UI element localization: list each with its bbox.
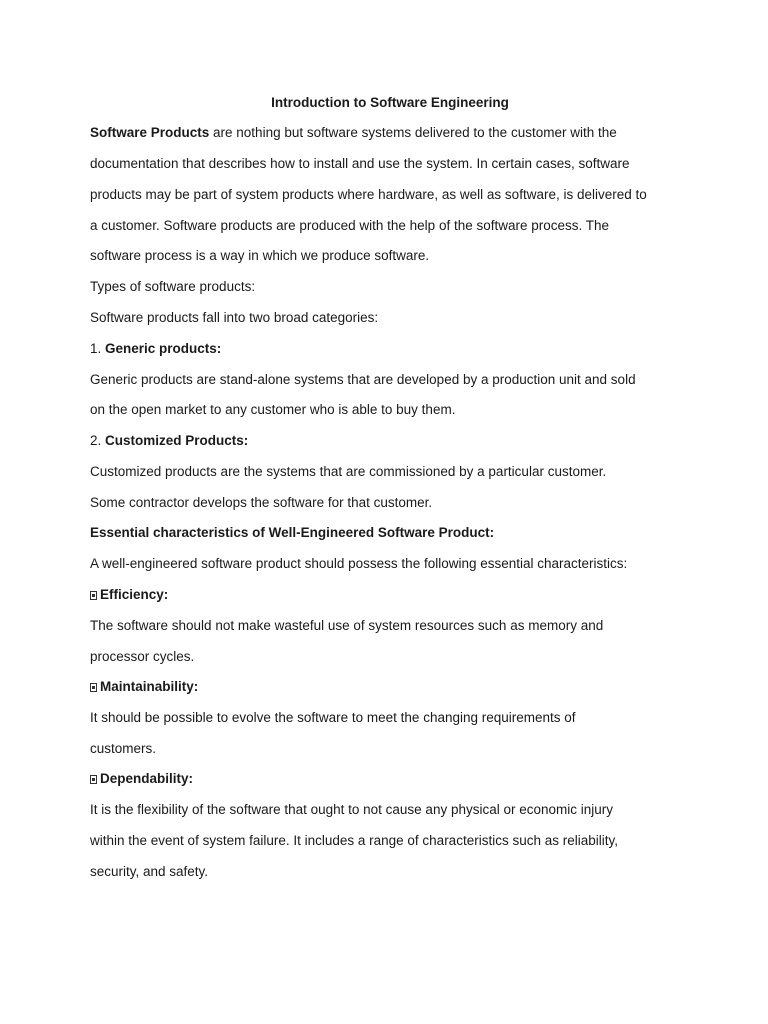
customized-heading (90, 431, 690, 451)
bullet-icon (90, 775, 97, 784)
intro-line-1 (90, 123, 690, 143)
bullet-icon (90, 683, 97, 692)
maintainability-line-2: customers. (90, 741, 157, 756)
dependability-heading (90, 769, 690, 789)
generic-line-2: on the open market to any customer who is able to buy them. (90, 402, 456, 417)
maintainability-label: Maintainability: (100, 679, 199, 694)
generic-heading (90, 339, 690, 359)
customized-line-1: Customized products are the systems that are commissioned by a particular customer. (90, 464, 607, 479)
intro-line-1-text: are nothing but software systems delivered to the customer with the (209, 125, 617, 140)
efficiency-line-2: processor cycles. (90, 649, 195, 664)
efficiency-line-1: The software should not make wasteful use of system resources such as memory and (90, 618, 604, 633)
generic-label: Generic products: (105, 341, 222, 356)
efficiency-heading (90, 585, 690, 605)
intro-line-3: products may be part of system products where hardware, as well as software, is delivered to (90, 187, 647, 202)
generic-number: 1. (90, 341, 106, 356)
dependability-line-1: It is the flexibility of the software that ought to not cause any physical or economic injury (90, 802, 614, 817)
efficiency-label: Efficiency: (100, 587, 169, 602)
types-heading: Types of software products: (90, 279, 256, 294)
dependability-label: Dependability: (100, 771, 194, 786)
customized-line-2: Some contractor develops the software for that customer. (90, 495, 433, 510)
software-products-term: Software Products (90, 125, 210, 140)
characteristics-intro: A well-engineered software product should possess the following essential characteristics: (90, 556, 628, 571)
intro-line-2: documentation that describes how to install and use the system. In certain cases, software (90, 156, 630, 171)
dependability-line-2: within the event of system failure. It includes a range of characteristics such as reliability, (90, 833, 618, 848)
intro-line-4: a customer. Software products are produced with the help of the software process. The (90, 218, 610, 233)
generic-line-1: Generic products are stand-alone systems that are developed by a production unit and sold (90, 372, 636, 387)
bullet-icon (90, 591, 97, 600)
maintainability-heading (90, 677, 690, 697)
customized-number: 2. (90, 433, 106, 448)
document-title: Introduction to Software Engineering (271, 95, 509, 110)
dependability-line-3: security, and safety. (90, 864, 209, 879)
intro-line-5: software process is a way in which we produce software. (90, 248, 430, 263)
customized-label: Customized Products: (105, 433, 249, 448)
types-intro: Software products fall into two broad categories: (90, 310, 379, 325)
maintainability-line-1: It should be possible to evolve the software to meet the changing requirements of (90, 710, 576, 725)
characteristics-heading: Essential characteristics of Well-Engineered Software Product: (90, 525, 495, 540)
